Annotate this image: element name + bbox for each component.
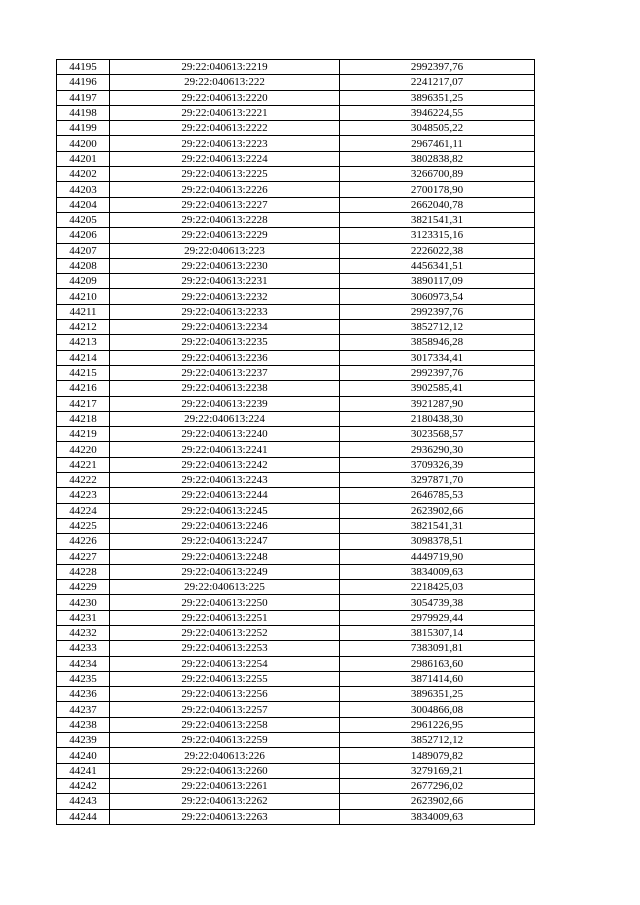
row-number-cell: 44228 (57, 564, 110, 579)
row-number-cell: 44218 (57, 411, 110, 426)
cadastral-number-cell: 29:22:040613:2222 (110, 121, 340, 136)
table-row (57, 182, 535, 197)
cadastral-value-cell: 7383091,81 (340, 641, 535, 656)
cadastral-number-cell: 29:22:040613:2231 (110, 274, 340, 289)
row-number-cell: 44236 (57, 687, 110, 702)
table-row (57, 748, 535, 763)
cadastral-number-cell: 29:22:040613:2240 (110, 427, 340, 442)
table-row (57, 212, 535, 227)
table-row (57, 167, 535, 182)
cadastral-value-cell: 3902585,41 (340, 381, 535, 396)
cadastral-value-cell: 3834009,63 (340, 809, 535, 824)
cadastral-value-cell: 3858946,28 (340, 335, 535, 350)
table-row (57, 121, 535, 136)
row-number-cell: 44196 (57, 75, 110, 90)
cadastral-number-cell: 29:22:040613:2250 (110, 595, 340, 610)
cadastral-value-cell: 3896351,25 (340, 687, 535, 702)
table-row (57, 534, 535, 549)
table-row (57, 518, 535, 533)
row-number-cell: 44200 (57, 136, 110, 151)
table-row (57, 289, 535, 304)
cadastral-number-cell: 29:22:040613:2230 (110, 258, 340, 273)
row-number-cell: 44242 (57, 778, 110, 793)
table-row (57, 473, 535, 488)
cadastral-number-cell: 29:22:040613:2228 (110, 212, 340, 227)
row-number-cell: 44232 (57, 625, 110, 640)
cadastral-number-cell: 29:22:040613:2258 (110, 717, 340, 732)
row-number-cell: 44210 (57, 289, 110, 304)
row-number-cell: 44233 (57, 641, 110, 656)
cadastral-value-cell: 3017334,41 (340, 350, 535, 365)
cadastral-value-cell: 2180438,30 (340, 411, 535, 426)
table-row (57, 381, 535, 396)
table-body (57, 60, 535, 825)
cadastral-number-cell: 29:22:040613:2254 (110, 656, 340, 671)
table-row (57, 564, 535, 579)
row-number-cell: 44197 (57, 90, 110, 105)
table-row (57, 151, 535, 166)
cadastral-value-cell: 2967461,11 (340, 136, 535, 151)
cadastral-number-cell: 29:22:040613:2227 (110, 197, 340, 212)
table-row (57, 687, 535, 702)
cadastral-value-cell: 2992397,76 (340, 304, 535, 319)
table-row (57, 258, 535, 273)
cadastral-value-cell: 2992397,76 (340, 60, 535, 75)
table-row (57, 320, 535, 335)
table-row (57, 763, 535, 778)
table-row (57, 717, 535, 732)
cadastral-value-cell: 2226022,38 (340, 243, 535, 258)
cadastral-number-cell: 29:22:040613:2238 (110, 381, 340, 396)
cadastral-number-cell: 29:22:040613:2219 (110, 60, 340, 75)
table-row (57, 625, 535, 640)
row-number-cell: 44201 (57, 151, 110, 166)
row-number-cell: 44211 (57, 304, 110, 319)
cadastral-value-cell: 3048505,22 (340, 121, 535, 136)
cadastral-number-cell: 29:22:040613:2237 (110, 365, 340, 380)
cadastral-number-cell: 29:22:040613:2229 (110, 228, 340, 243)
cadastral-number-cell: 29:22:040613:223 (110, 243, 340, 258)
cadastral-value-cell: 3023568,57 (340, 427, 535, 442)
cadastral-number-cell: 29:22:040613:2251 (110, 610, 340, 625)
cadastral-value-cell: 2662040,78 (340, 197, 535, 212)
cadastral-value-cell: 3890117,09 (340, 274, 535, 289)
cadastral-value-cell: 3821541,31 (340, 212, 535, 227)
cadastral-value-cell: 3709326,39 (340, 457, 535, 472)
table-row (57, 580, 535, 595)
row-number-cell: 44224 (57, 503, 110, 518)
cadastral-value-cell: 3815307,14 (340, 625, 535, 640)
cadastral-value-cell: 2677296,02 (340, 778, 535, 793)
table-row (57, 733, 535, 748)
table-row (57, 595, 535, 610)
row-number-cell: 44206 (57, 228, 110, 243)
table-row (57, 442, 535, 457)
table-row (57, 304, 535, 319)
cadastral-number-cell: 29:22:040613:2245 (110, 503, 340, 518)
cadastral-value-cell: 3279169,21 (340, 763, 535, 778)
cadastral-number-cell: 29:22:040613:222 (110, 75, 340, 90)
cadastral-number-cell: 29:22:040613:2232 (110, 289, 340, 304)
cadastral-number-cell: 29:22:040613:2257 (110, 702, 340, 717)
cadastral-value-cell: 2241217,07 (340, 75, 535, 90)
row-number-cell: 44198 (57, 105, 110, 120)
cadastral-value-cell: 3054739,38 (340, 595, 535, 610)
table-row (57, 274, 535, 289)
cadastral-value-cell: 3123315,16 (340, 228, 535, 243)
table-row (57, 136, 535, 151)
table-row (57, 809, 535, 824)
cadastral-value-cell: 1489079,82 (340, 748, 535, 763)
table-row (57, 488, 535, 503)
row-number-cell: 44238 (57, 717, 110, 732)
cadastral-value-cell: 2986163,60 (340, 656, 535, 671)
cadastral-number-cell: 29:22:040613:2262 (110, 794, 340, 809)
table-row (57, 427, 535, 442)
table-row (57, 411, 535, 426)
cadastral-value-cell: 3802838,82 (340, 151, 535, 166)
cadastral-value-cell: 2646785,53 (340, 488, 535, 503)
cadastral-number-cell: 29:22:040613:2260 (110, 763, 340, 778)
cadastral-number-cell: 29:22:040613:2234 (110, 320, 340, 335)
row-number-cell: 44240 (57, 748, 110, 763)
cadastral-value-cell: 3946224,55 (340, 105, 535, 120)
cadastral-value-cell: 3871414,60 (340, 671, 535, 686)
cadastral-value-cell: 3266700,89 (340, 167, 535, 182)
cadastral-number-cell: 29:22:040613:2221 (110, 105, 340, 120)
cadastral-number-cell: 29:22:040613:2263 (110, 809, 340, 824)
cadastral-number-cell: 29:22:040613:224 (110, 411, 340, 426)
table-row (57, 105, 535, 120)
table-row (57, 778, 535, 793)
cadastral-value-cell: 3921287,90 (340, 396, 535, 411)
cadastral-value-cell: 2623902,66 (340, 503, 535, 518)
cadastral-value-cell: 3852712,12 (340, 733, 535, 748)
cadastral-value-cell: 2961226,95 (340, 717, 535, 732)
cadastral-value-cell: 3834009,63 (340, 564, 535, 579)
cadastral-number-cell: 29:22:040613:2233 (110, 304, 340, 319)
table-row (57, 90, 535, 105)
row-number-cell: 44230 (57, 595, 110, 610)
row-number-cell: 44214 (57, 350, 110, 365)
table-row (57, 197, 535, 212)
cadastral-value-cell: 3852712,12 (340, 320, 535, 335)
cadastral-value-cell: 4449719,90 (340, 549, 535, 564)
cadastral-value-cell: 2979929,44 (340, 610, 535, 625)
row-number-cell: 44234 (57, 656, 110, 671)
row-number-cell: 44220 (57, 442, 110, 457)
cadastral-number-cell: 29:22:040613:2247 (110, 534, 340, 549)
row-number-cell: 44212 (57, 320, 110, 335)
row-number-cell: 44203 (57, 182, 110, 197)
row-number-cell: 44205 (57, 212, 110, 227)
row-number-cell: 44237 (57, 702, 110, 717)
cadastral-number-cell: 29:22:040613:226 (110, 748, 340, 763)
cadastral-value-cell: 3297871,70 (340, 473, 535, 488)
cadastral-number-cell: 29:22:040613:2226 (110, 182, 340, 197)
cadastral-value-cell: 2218425,03 (340, 580, 535, 595)
row-number-cell: 44207 (57, 243, 110, 258)
cadastral-number-cell: 29:22:040613:2223 (110, 136, 340, 151)
table-row (57, 335, 535, 350)
table-row (57, 365, 535, 380)
table-row (57, 243, 535, 258)
table-row (57, 794, 535, 809)
cadastral-number-cell: 29:22:040613:2243 (110, 473, 340, 488)
table-row (57, 350, 535, 365)
row-number-cell: 44219 (57, 427, 110, 442)
cadastral-number-cell: 29:22:040613:2246 (110, 518, 340, 533)
row-number-cell: 44227 (57, 549, 110, 564)
cadastral-value-table (56, 59, 535, 825)
cadastral-number-cell: 29:22:040613:2225 (110, 167, 340, 182)
table-row (57, 641, 535, 656)
table-row (57, 75, 535, 90)
row-number-cell: 44221 (57, 457, 110, 472)
table-row (57, 457, 535, 472)
row-number-cell: 44244 (57, 809, 110, 824)
row-number-cell: 44231 (57, 610, 110, 625)
cadastral-number-cell: 29:22:040613:225 (110, 580, 340, 595)
cadastral-number-cell: 29:22:040613:2259 (110, 733, 340, 748)
cadastral-value-cell: 3098378,51 (340, 534, 535, 549)
row-number-cell: 44209 (57, 274, 110, 289)
cadastral-number-cell: 29:22:040613:2248 (110, 549, 340, 564)
table-row (57, 549, 535, 564)
cadastral-value-cell: 3896351,25 (340, 90, 535, 105)
row-number-cell: 44216 (57, 381, 110, 396)
cadastral-value-cell: 4456341,51 (340, 258, 535, 273)
row-number-cell: 44239 (57, 733, 110, 748)
row-number-cell: 44225 (57, 518, 110, 533)
cadastral-value-cell: 2936290,30 (340, 442, 535, 457)
cadastral-value-cell: 2992397,76 (340, 365, 535, 380)
cadastral-number-cell: 29:22:040613:2249 (110, 564, 340, 579)
table-row (57, 60, 535, 75)
cadastral-number-cell: 29:22:040613:2261 (110, 778, 340, 793)
row-number-cell: 44235 (57, 671, 110, 686)
row-number-cell: 44223 (57, 488, 110, 503)
cadastral-number-cell: 29:22:040613:2242 (110, 457, 340, 472)
cadastral-number-cell: 29:22:040613:2224 (110, 151, 340, 166)
row-number-cell: 44204 (57, 197, 110, 212)
row-number-cell: 44199 (57, 121, 110, 136)
cadastral-number-cell: 29:22:040613:2252 (110, 625, 340, 640)
cadastral-value-cell: 2700178,90 (340, 182, 535, 197)
table-row (57, 503, 535, 518)
table-row (57, 656, 535, 671)
cadastral-number-cell: 29:22:040613:2255 (110, 671, 340, 686)
table-row (57, 702, 535, 717)
cadastral-value-cell: 3004866,08 (340, 702, 535, 717)
cadastral-number-cell: 29:22:040613:2241 (110, 442, 340, 457)
row-number-cell: 44202 (57, 167, 110, 182)
cadastral-value-cell: 3060973,54 (340, 289, 535, 304)
cadastral-number-cell: 29:22:040613:2235 (110, 335, 340, 350)
row-number-cell: 44208 (57, 258, 110, 273)
cadastral-number-cell: 29:22:040613:2236 (110, 350, 340, 365)
row-number-cell: 44226 (57, 534, 110, 549)
table-row (57, 671, 535, 686)
cadastral-number-cell: 29:22:040613:2256 (110, 687, 340, 702)
row-number-cell: 44215 (57, 365, 110, 380)
cadastral-number-cell: 29:22:040613:2220 (110, 90, 340, 105)
table-row (57, 610, 535, 625)
row-number-cell: 44243 (57, 794, 110, 809)
cadastral-number-cell: 29:22:040613:2253 (110, 641, 340, 656)
row-number-cell: 44222 (57, 473, 110, 488)
row-number-cell: 44195 (57, 60, 110, 75)
table-row (57, 228, 535, 243)
cadastral-number-cell: 29:22:040613:2244 (110, 488, 340, 503)
cadastral-number-cell: 29:22:040613:2239 (110, 396, 340, 411)
row-number-cell: 44241 (57, 763, 110, 778)
row-number-cell: 44229 (57, 580, 110, 595)
cadastral-value-cell: 3821541,31 (340, 518, 535, 533)
row-number-cell: 44213 (57, 335, 110, 350)
table-row (57, 396, 535, 411)
cadastral-value-cell: 2623902,66 (340, 794, 535, 809)
row-number-cell: 44217 (57, 396, 110, 411)
